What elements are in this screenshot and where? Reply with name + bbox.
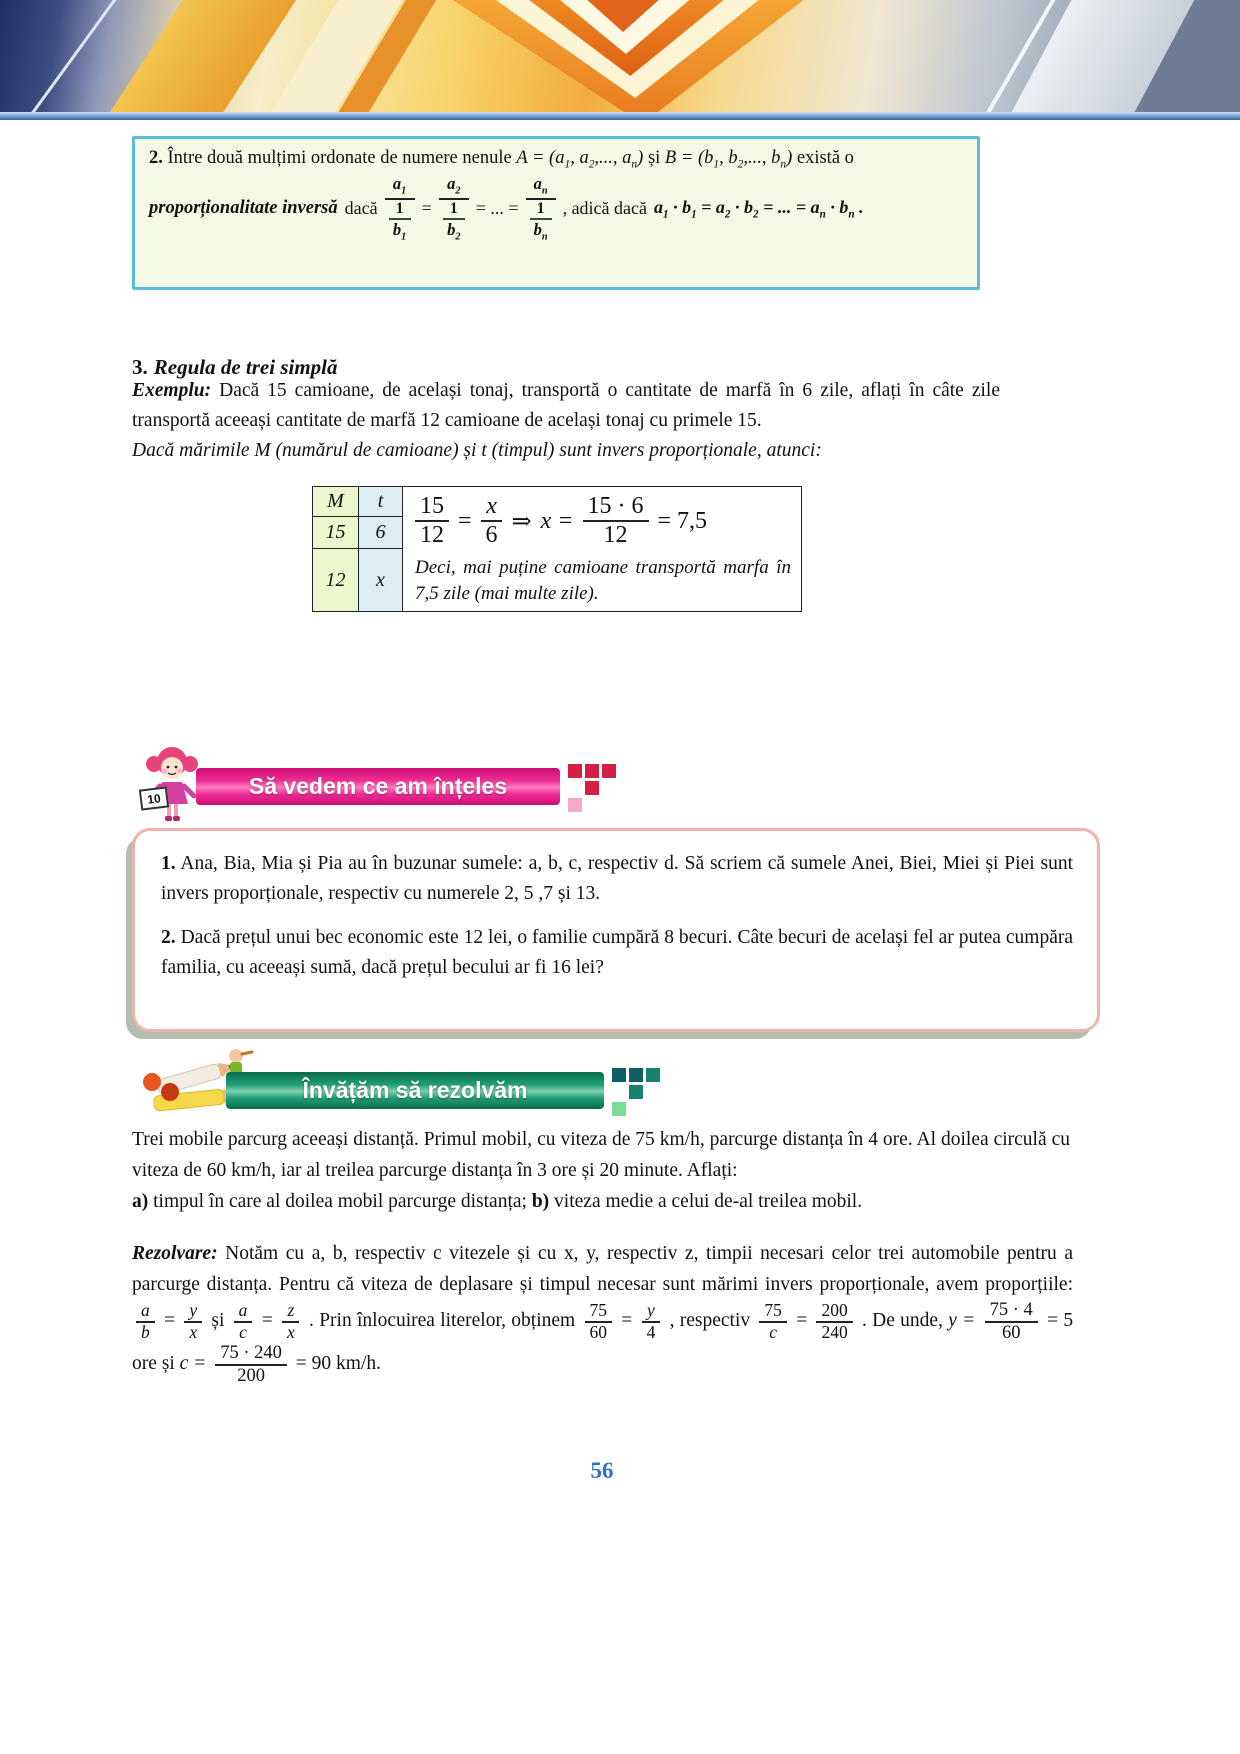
table-cell: 12 [313,549,359,611]
definition-line-1 [149,148,963,171]
implies-arrow: ⇒ [511,508,532,535]
square [612,1085,626,1099]
table-right-panel [403,487,801,611]
exercise-2-text: Dacă prețul unui bec economic este 12 lei, o familie cumpără 8 becuri. Câte becuri de același fel ar putea cumpăra familia, cu aceeași sumă, dacă prețul becului ar fi 16 lei? [161,927,1074,978]
square [646,1068,660,1082]
nested-fraction: $a_1$ 1 $b_1$ [385,175,415,243]
square [585,798,599,812]
square [646,1085,660,1099]
fraction: $\frac{75 \cdot 4}{60}$ [985,1300,1038,1343]
fraction: $\frac{75 \cdot 240}{200}$ [215,1343,287,1386]
definition-line-2 [149,175,963,243]
problem-questions [132,1186,1070,1217]
question-a-label: a) [132,1191,149,1212]
fraction: $\frac{y}{4}$ [642,1301,661,1342]
adica-text: , adică dacă [562,198,647,219]
girl-mascot-icon [140,742,204,826]
banner-squares-icon [612,1068,660,1116]
square [629,1102,643,1116]
fraction: $\frac{a}{c}$ [234,1301,253,1342]
square [602,798,616,812]
ore-si-text: ore și [132,1353,175,1375]
square [602,764,616,778]
definition-number: 2. [149,148,163,168]
fraction: $\frac{a}{b}$ [136,1301,155,1342]
problem-block [132,1124,1070,1217]
learn-to-solve-banner [140,1044,660,1128]
example-paragraph [132,376,1000,436]
fraction: $\frac{z}{x}$ [282,1301,300,1342]
result-c: = 90 [295,1353,332,1375]
solution-text-1: Notăm cu a, b, respectiv c vitezele și cu x, y, respectiv z, timpii necesari celor trei automobile pentru a parcurge distanța. Pentru că viteza de deplasare și timpul necesar sunt mărimi invers proporționale, avem proporțiile: [132,1243,1074,1295]
definition-term: proporționalitate inversă [149,198,338,219]
and-word: și [647,148,661,168]
fraction: $\frac{75}{c}$ [759,1301,787,1342]
question-b-text: viteza medie a celui de-al treilea mobil. [554,1191,863,1212]
solution-label: Rezolvare: [132,1243,218,1264]
result-y: = 5 [1047,1310,1074,1332]
solution-text-2: . Prin înlocuirea literelor, obținem [309,1310,576,1332]
fraction: $\frac{y}{x}$ [184,1301,202,1342]
exercise-box [132,828,1100,1032]
exercise-2 [161,923,1073,983]
check-understanding-banner [140,742,620,826]
fraction: $\frac{x}{6}$ [481,493,503,549]
section-number: 3. [132,355,148,379]
square [568,764,582,778]
c-equals: c = [179,1353,207,1375]
question-a-text: timpul în care al doilea mobil parcurge distanța; [153,1191,527,1212]
banner-title: Să vedem ce am înțeles [196,768,560,805]
example-note: Dacă mărimile M (numărul de camioane) și t (timpul) sunt invers proporționale, atunci: [132,440,822,461]
equals-sign: = [164,1310,176,1332]
nested-fraction: $a_n$ 1 $b_n$ [526,175,556,243]
table-conclusion: Deci, mai puține camioane transportă marfa în 7,5 zile (mai multe zile). [415,557,791,604]
fraction: $\frac{15 \cdot 6}{12}$ [583,493,649,549]
square [646,1102,660,1116]
square [612,1102,626,1116]
banner-squares-icon [568,764,616,812]
example-block [132,376,1000,466]
example-text: Dacă 15 camioane, de același tonaj, transportă o cantitate de marfă în 6 zile, aflați în câte zile transportă aceeași cantitate de marfă 12 camioane de același tonaj cu primele 15. [132,380,1000,431]
fraction: $\frac{200}{240}$ [816,1301,852,1342]
square [602,781,616,795]
rule-of-three-table [312,486,802,612]
set-a-formula: $A = (a_1$, $a_2$,..., $a_n$) [516,148,644,171]
equals-sign: = [796,1310,808,1332]
square [568,781,582,795]
banner-title: Învățăm să rezolvăm [226,1072,604,1109]
exercise-1 [161,849,1073,909]
problem-text: Trei mobile parcurg aceeași distanță. Primul mobil, cu viteza de 75 km/h, parcurge distanța în 4 ore. Al doilea circulă cu viteza de 60 km/h, iar al treilea parcurge distanța în 3 ore și 20 minute. Aflați: [132,1129,1070,1181]
square [585,764,599,778]
equals-sign: = [458,507,472,534]
table-cell: 15 [313,517,359,549]
definition-line1-end: există o [796,148,854,168]
solution-block [132,1238,1073,1387]
header-abstract-image [0,0,1240,112]
question-b-label: b) [531,1191,550,1212]
fraction: $\frac{75}{60}$ [585,1301,613,1342]
square [585,781,599,795]
table-header-m: M [313,487,359,517]
proportion-equation [415,489,791,553]
equals-dots: = ... = [475,198,519,219]
x-equals: x = [540,507,574,534]
table-header-t: t [359,487,403,517]
and-word: și [211,1310,225,1332]
header-divider [0,112,1240,120]
set-b-formula: $B = (b_1$, $b_2$,..., $b_n$) [664,148,793,171]
exercise-2-number: 2. [161,927,176,948]
table-cell: 6 [359,517,403,549]
products-formula: $a_1 \cdot b_1 = a_2 \cdot b_2$ = ... = $a_n \cdot b_n$ . [654,197,864,221]
square [629,1068,643,1082]
square [612,1068,626,1082]
definition-intro: Între două mulțimi ordonate de numere nenule [167,148,512,168]
exercise-1-number: 1. [161,853,176,874]
square [568,798,582,812]
equation-result: = 7,5 [657,507,708,534]
example-label: Exemplu: [132,380,212,401]
fraction: $\frac{15}{12}$ [415,493,449,549]
y-equals: y = [948,1310,976,1332]
equals-sign: = [621,1310,633,1332]
definition-box [132,136,980,290]
equals-sign: = [261,1310,273,1332]
equals-sign: = [421,198,432,219]
solution-text-4: . De unde, [862,1310,943,1332]
page-number: 56 [590,1458,614,1483]
table-cell: x [359,549,403,611]
badge-card: 10 [139,786,169,810]
table-left-columns [313,487,403,611]
kmh-unit: km/h. [336,1353,381,1375]
exercise-1-text: Ana, Bia, Mia și Pia au în buzunar sumele: a, b, c, respectiv d. Să scriem că sumele Anei, Biei, Miei și Piei sunt invers proporționale, respectiv cu numerele 2, 5 ,7 și 13. [161,853,1073,904]
solution-text-3: , respectiv [669,1310,751,1332]
square [629,1085,643,1099]
daca-word: dacă [344,198,378,219]
section-title: Regula de trei simplă [153,355,338,379]
nested-fraction: $a_2$ 1 $b_2$ [439,175,469,243]
